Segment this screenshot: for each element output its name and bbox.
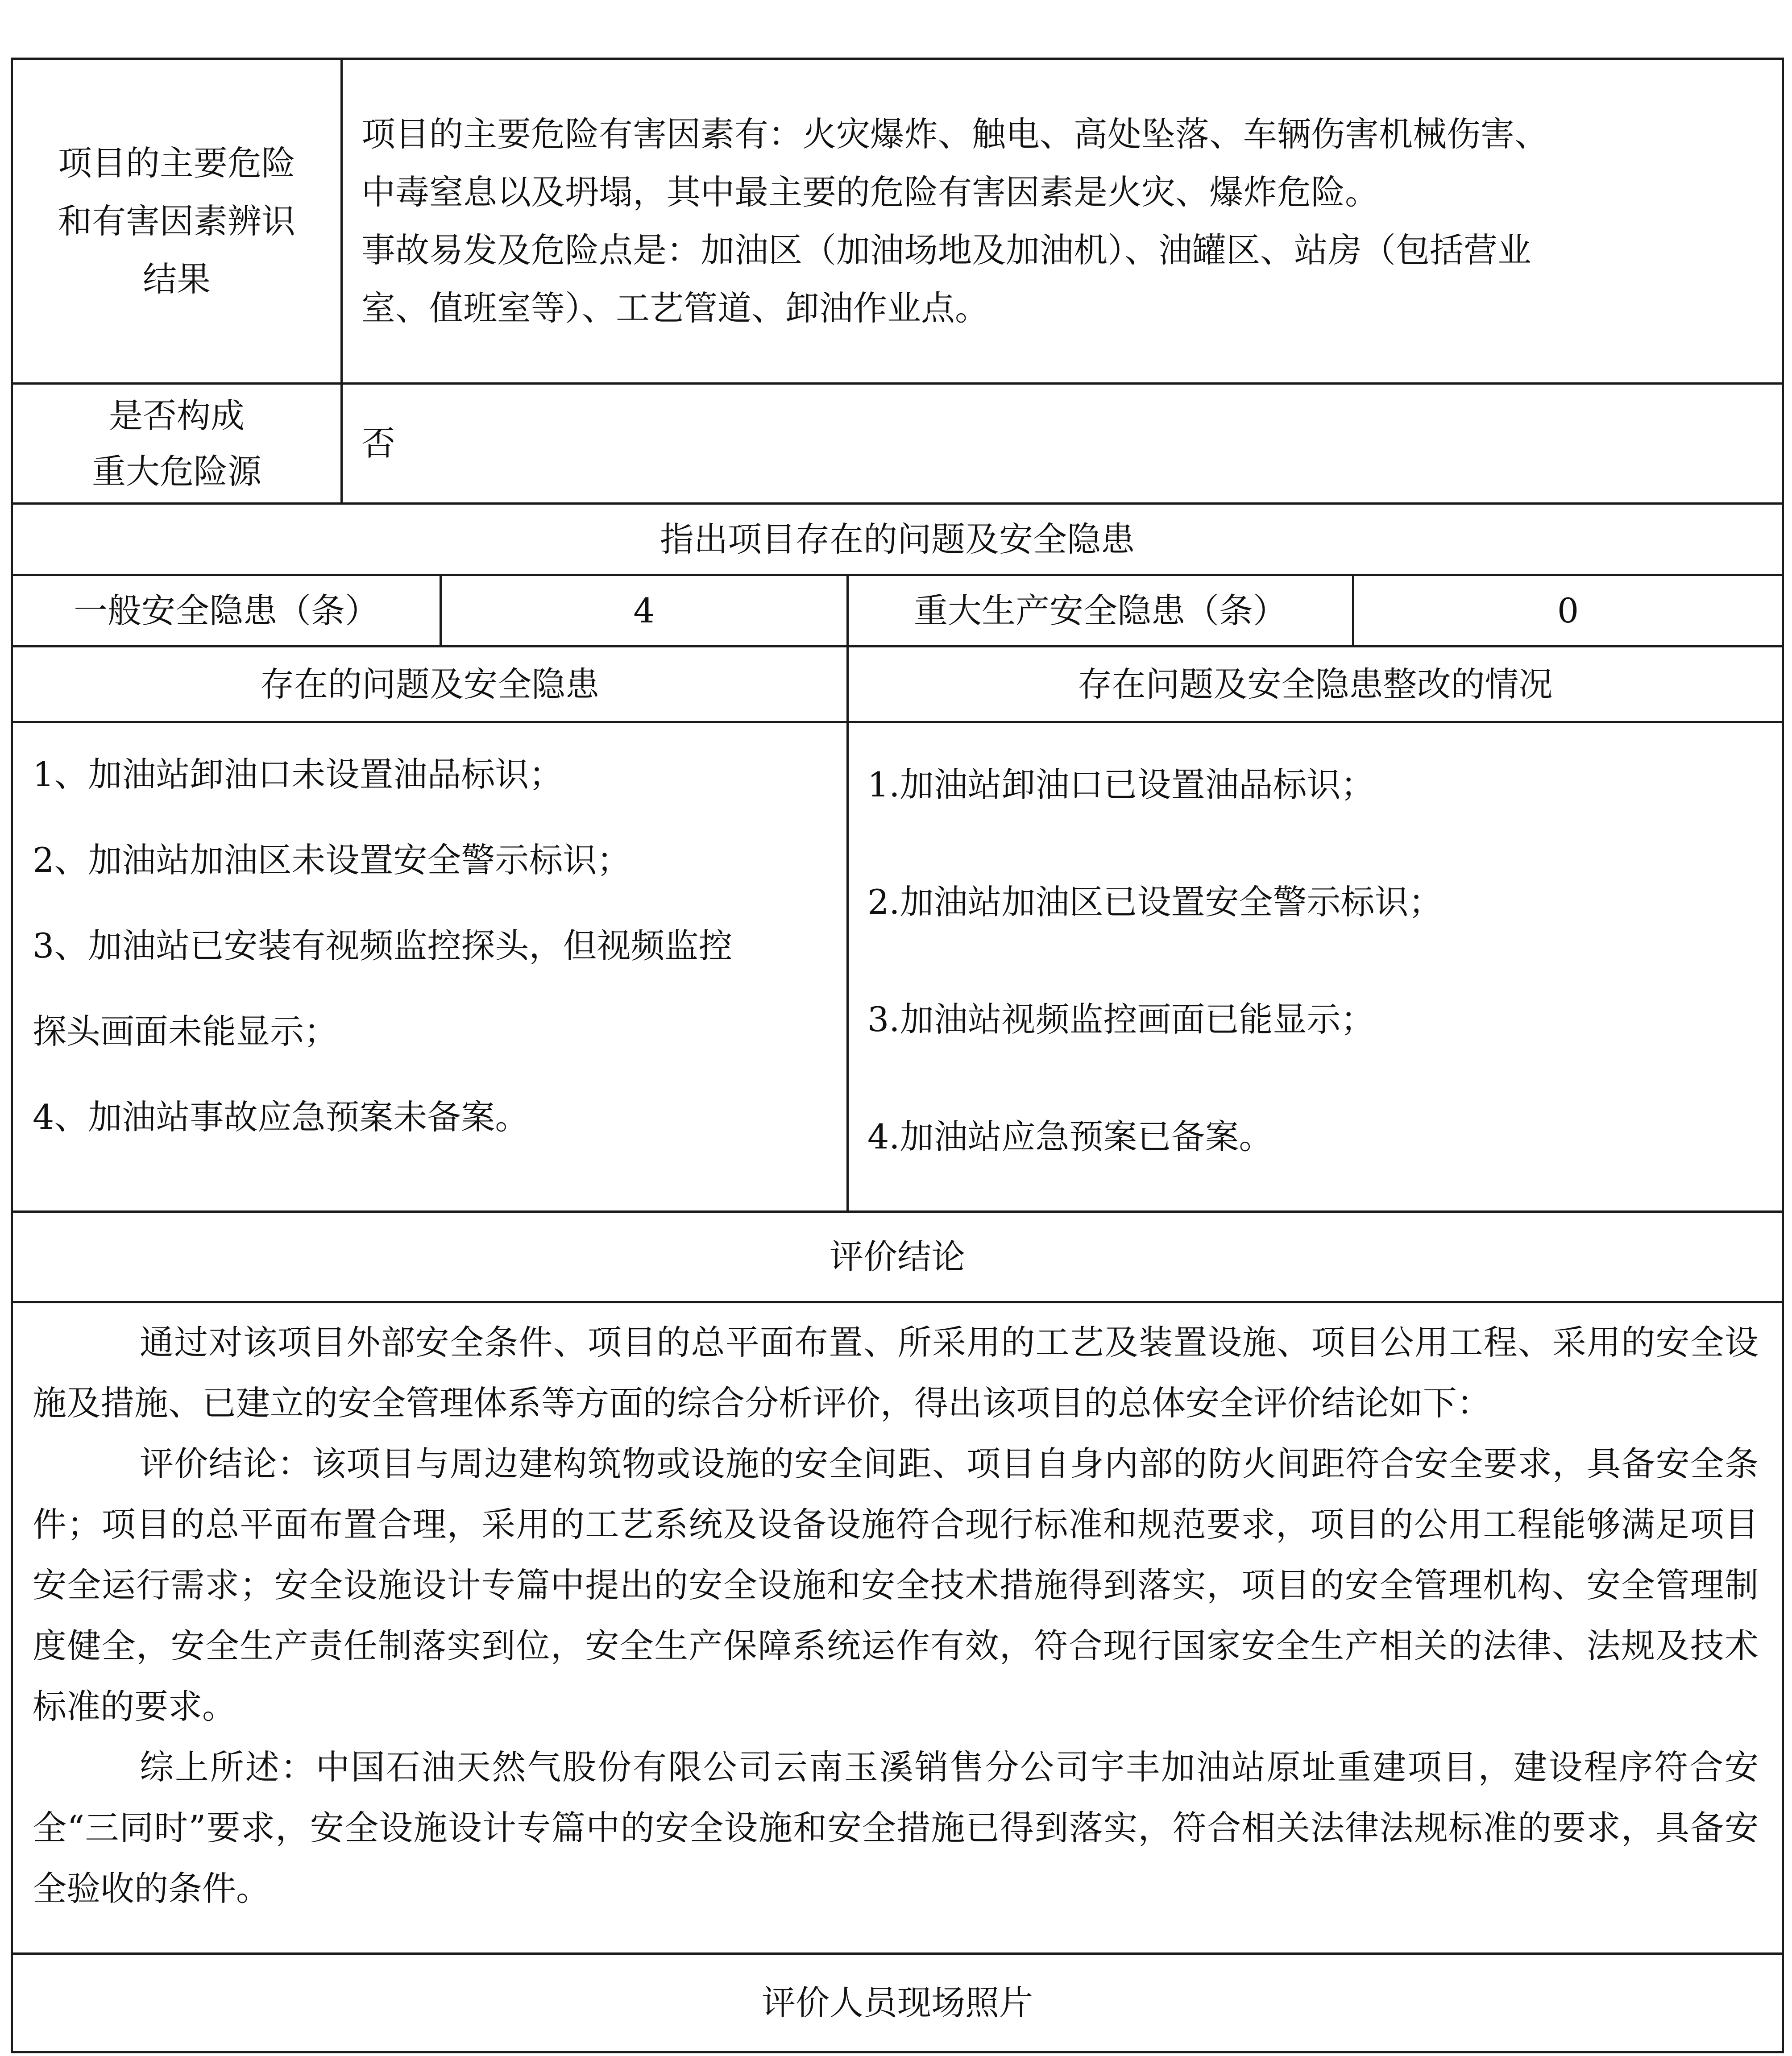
problems-column-header bbox=[13, 647, 846, 721]
problems-list bbox=[13, 723, 846, 1210]
content-line: 室、值班室等）、工艺管道、卸油作业点。 bbox=[361, 288, 989, 328]
site-photos-title bbox=[13, 1955, 1782, 2051]
conclusion-title-text: 评价结论 bbox=[830, 1237, 965, 1277]
problem-item: 4、加油站事故应急预案未备案。 bbox=[33, 1097, 529, 1137]
content-line: 中毒窒息以及坍塌，其中最主要的危险有害因素是火灾、爆炸危险。 bbox=[361, 172, 1379, 212]
problem-item: 3、加油站已安装有视频监控探头，但视频监控 bbox=[33, 926, 733, 966]
problem-item: 1、加油站卸油口未设置油品标识； bbox=[33, 754, 563, 794]
rectification-item: 3.加油站视频监控画面已能显示； bbox=[867, 999, 1375, 1039]
rectifications-list bbox=[849, 723, 1782, 1210]
issues-section-title-text: 指出项目存在的问题及安全隐患 bbox=[660, 519, 1135, 559]
rectification-item: 1.加油站卸油口已设置油品标识； bbox=[867, 765, 1375, 804]
conclusion-body bbox=[13, 1303, 1782, 1952]
label-line: 重大危险源 bbox=[92, 452, 261, 491]
problems-header-text: 存在的问题及安全隐患 bbox=[260, 664, 599, 704]
major-hazard-count-label bbox=[849, 576, 1352, 645]
issues-section-title bbox=[13, 505, 1782, 574]
conclusion-paragraph: 通过对该项目外部安全条件、项目的总平面布置、所采用的工艺及装置设施、项目公用工程、采用的安全设施及措施、已建立的安全管理体系等方面的综合分析评价，得出该项目的总体安全评价结论如下： bbox=[33, 1322, 1759, 1423]
label-line: 是否构成 bbox=[109, 396, 245, 435]
content-line: 事故易发及危险点是：加油区（加油场地及加油机）、油罐区、站房（包括营业 bbox=[361, 230, 1531, 270]
major-hazard-answer: 否 bbox=[361, 423, 395, 463]
major-hazard-label bbox=[13, 385, 340, 502]
hazard-identification-content bbox=[343, 60, 1782, 382]
general-hazard-count bbox=[442, 576, 846, 645]
content-line: 项目的主要危险有害因素有：火灾爆炸、触电、高处坠落、车辆伤害机械伤害、 bbox=[361, 114, 1548, 154]
rectification-item: 2.加油站加油区已设置安全警示标识； bbox=[867, 882, 1443, 922]
label-line: 和有害因素辨识 bbox=[58, 201, 295, 241]
conclusion-title bbox=[13, 1213, 1782, 1301]
rectification-column-header bbox=[849, 647, 1782, 721]
conclusion-paragraph: 评价结论：该项目与周边建构筑物或设施的安全间距、项目自身内部的防火间距符合安全要求，具备安全条件；项目的总平面布置合理，采用的工艺系统及设备设施符合现行标准和规范要求，项目的公用工程能够满足项目安全运行需求；安全设施设计专篇中提出的安全设施和安全技术措施得到落实，项目的安全管理机构、安全管理制度健全，安全生产责任制落实到位，安全生产保障系统运作有效，符合现行国家安全生产相关的法律、法规及技术标准的要求。 bbox=[33, 1444, 1759, 1726]
general-hazard-count-label bbox=[13, 576, 440, 645]
table-border-bottom bbox=[11, 2051, 1784, 2053]
problem-item: 2、加油站加油区未设置安全警示标识； bbox=[33, 840, 631, 880]
site-photos-title-text: 评价人员现场照片 bbox=[762, 1983, 1033, 2023]
major-hazard-value bbox=[343, 385, 1782, 502]
general-hazard-label-text: 一般安全隐患（条） bbox=[74, 590, 379, 630]
problem-item: 探头画面未能显示； bbox=[33, 1011, 338, 1051]
hazard-identification-label bbox=[13, 60, 340, 382]
rectification-item: 4.加油站应急预案已备案。 bbox=[867, 1117, 1273, 1156]
conclusion-paragraph: 综上所述：中国石油天然气股份有限公司云南玉溪销售分公司宇丰加油站原址重建项目，建设程序符合安全“三同时”要求，安全设施设计专篇中的安全设施和安全措施已得到落实，符合相关法律法规标准的要求，具备安全验收的条件。 bbox=[33, 1747, 1759, 1908]
table-border-right bbox=[1782, 58, 1784, 2053]
rectification-header-text: 存在问题及安全隐患整改的情况 bbox=[1078, 664, 1553, 704]
major-hazard-count bbox=[1354, 576, 1782, 645]
major-hazard-count-value: 0 bbox=[1557, 590, 1579, 630]
label-line: 结果 bbox=[143, 259, 211, 299]
label-line: 项目的主要危险 bbox=[58, 143, 295, 183]
major-hazard-label-text: 重大生产安全隐患（条） bbox=[914, 590, 1287, 630]
general-hazard-count-value: 4 bbox=[633, 590, 655, 630]
